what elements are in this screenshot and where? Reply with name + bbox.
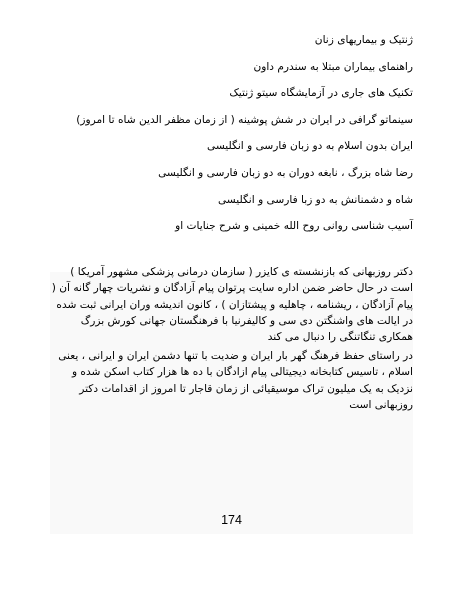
book-title: رضا شاه بزرگ ، نابغه دوران به دو زبان فارسی و انگلیسی <box>158 166 413 179</box>
library-paragraph: در راستای حفظ فرهنگ گهر بار ایران و ضدیت با تنها دشمن ایران و ایرانی ، یعنی اسلام ، تاسیس کتابخانه دیجیتالی پیام ازادگان با ده ها هزار کتاب اسکن شده و نزدیک به یک میلیون تراک موسیقیائی از زمان قاجار تا امروز از اقدامات دکتر روزبهانی است <box>58 350 413 411</box>
book-title: تکنیک های جاری در آزمایشگاه سیتو ژنتیک <box>229 87 413 100</box>
book-title: سینماتو گرافی در ایران در شش پوشینه ( از زمان مظفر الدین شاه تا امروز) <box>76 113 413 126</box>
book-title: ژنتیک و بیماریهای زنان <box>314 34 413 46</box>
book-title: ایران بدون اسلام به دو زبان فارسی و انگلیسی <box>207 140 413 153</box>
book-title: آسیب شناسی روانی روح الله خمینی و شرح جنایات او <box>175 220 413 233</box>
book-title: راهنمای بیماران مبتلا به سندرم داون <box>253 60 413 73</box>
biography-paragraph: دکتر روزبهانی که بازنشسته ی کایزر ( سازمان درمانی پزشکی مشهور آمریکا ) است در حال حاضر ضمن اداره سایت پرتوان پیام آزادگان و نشریات چهار گانه آن ( پیام آزادگان ، ریشنامه ، چاهلیه و پیشتازان ) ، کانون اندیشه وران ایرانی ثبت شده در ایالت های واشنگتن دی سی و کالیفرنیا با فرهنگستان جهانی کورش بزرگ همکاری تنگاتنگی را دنبال می کند <box>51 266 413 344</box>
book-title-list <box>53 33 413 246</box>
page-number: 174 <box>221 513 242 527</box>
book-title: شاه و دشمنانش به دو زبا فارسی و انگلیسی <box>217 193 413 206</box>
